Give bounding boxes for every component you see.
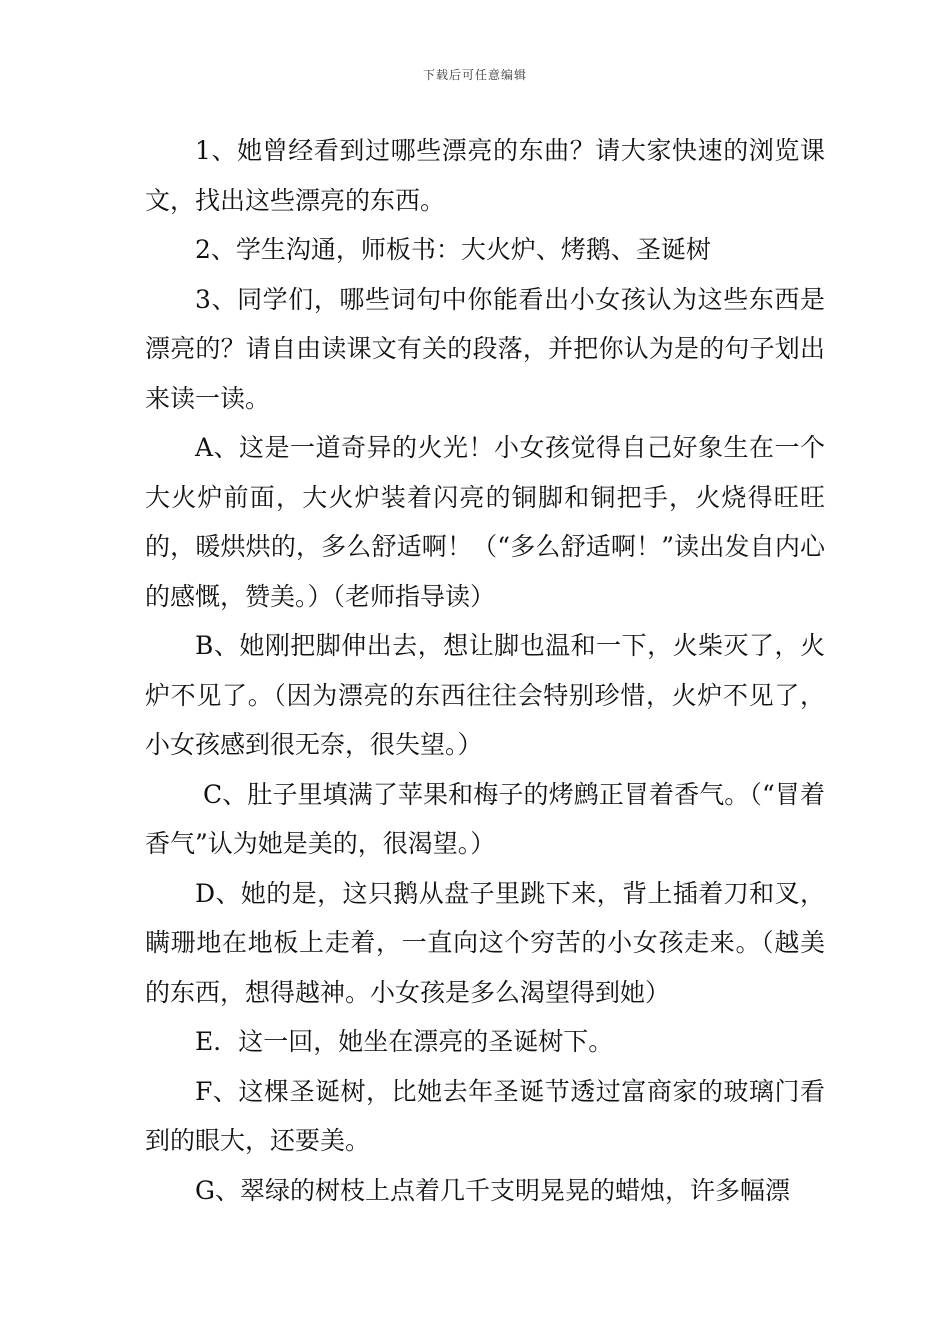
paragraph-c: C、肚子里填满了苹果和梅子的烤鹧正冒着香气。（“冒着香气”认为她是美的，很渴望。） xyxy=(145,779,825,858)
paragraph-e: E．这一回，她坐在漂亮的圣诞树下。 xyxy=(195,1027,614,1056)
paragraph-f: F、这棵圣诞树，比她去年圣诞节透过富商家的玻璃门看到的眼大，还要美。 xyxy=(145,1076,825,1155)
document-body xyxy=(145,126,825,1215)
paragraph-question-3: 3、同学们，哪些词句中你能看出小女孩认为这些东西是漂亮的？请自由读课文有关的段落，并把你认为是的句子划出来读一读。 xyxy=(145,284,825,413)
paragraph-question-1: 1、她曾经看到过哪些漂亮的东曲？请大家快速的浏览课文，找出这些漂亮的东西。 xyxy=(145,136,825,215)
paragraph-d: D、她的是，这只鹅从盘子里跳下来，背上插着刀和叉，瞒珊地在地板上走着，一直向这个穷苦的小女孩走来。（越美的东西，想得越神。小女孩是多么渴望得到她） xyxy=(145,878,825,1007)
paragraph-b: B、她刚把脚伸出去，想让脚也温和一下，火柴灭了，火炉不见了。（因为漂亮的东西往往会特别珍惜，火炉不见了，小女孩感到很无奈，很失望。） xyxy=(145,631,825,759)
paragraph-question-2: 2、学生沟通，师板书：大火炉、烤鹅、圣诞树 xyxy=(195,235,711,264)
paragraph-g: G、翠绿的树枝上点着几千支明晃晃的蜡烛，许多幅漂 xyxy=(195,1175,790,1205)
paragraph-a: A、这是一道奇异的火光！小女孩觉得自己好象生在一个大火炉前面，大火炉装着闪亮的铜脚和铜把手，火烧得旺旺的，暖烘烘的，多么舒适啊！（“多么舒适啊！”读出发自内心的感慨，赞美。）（老师指导读） xyxy=(145,433,825,611)
page-header: 下载后可任意编辑 xyxy=(422,68,527,82)
